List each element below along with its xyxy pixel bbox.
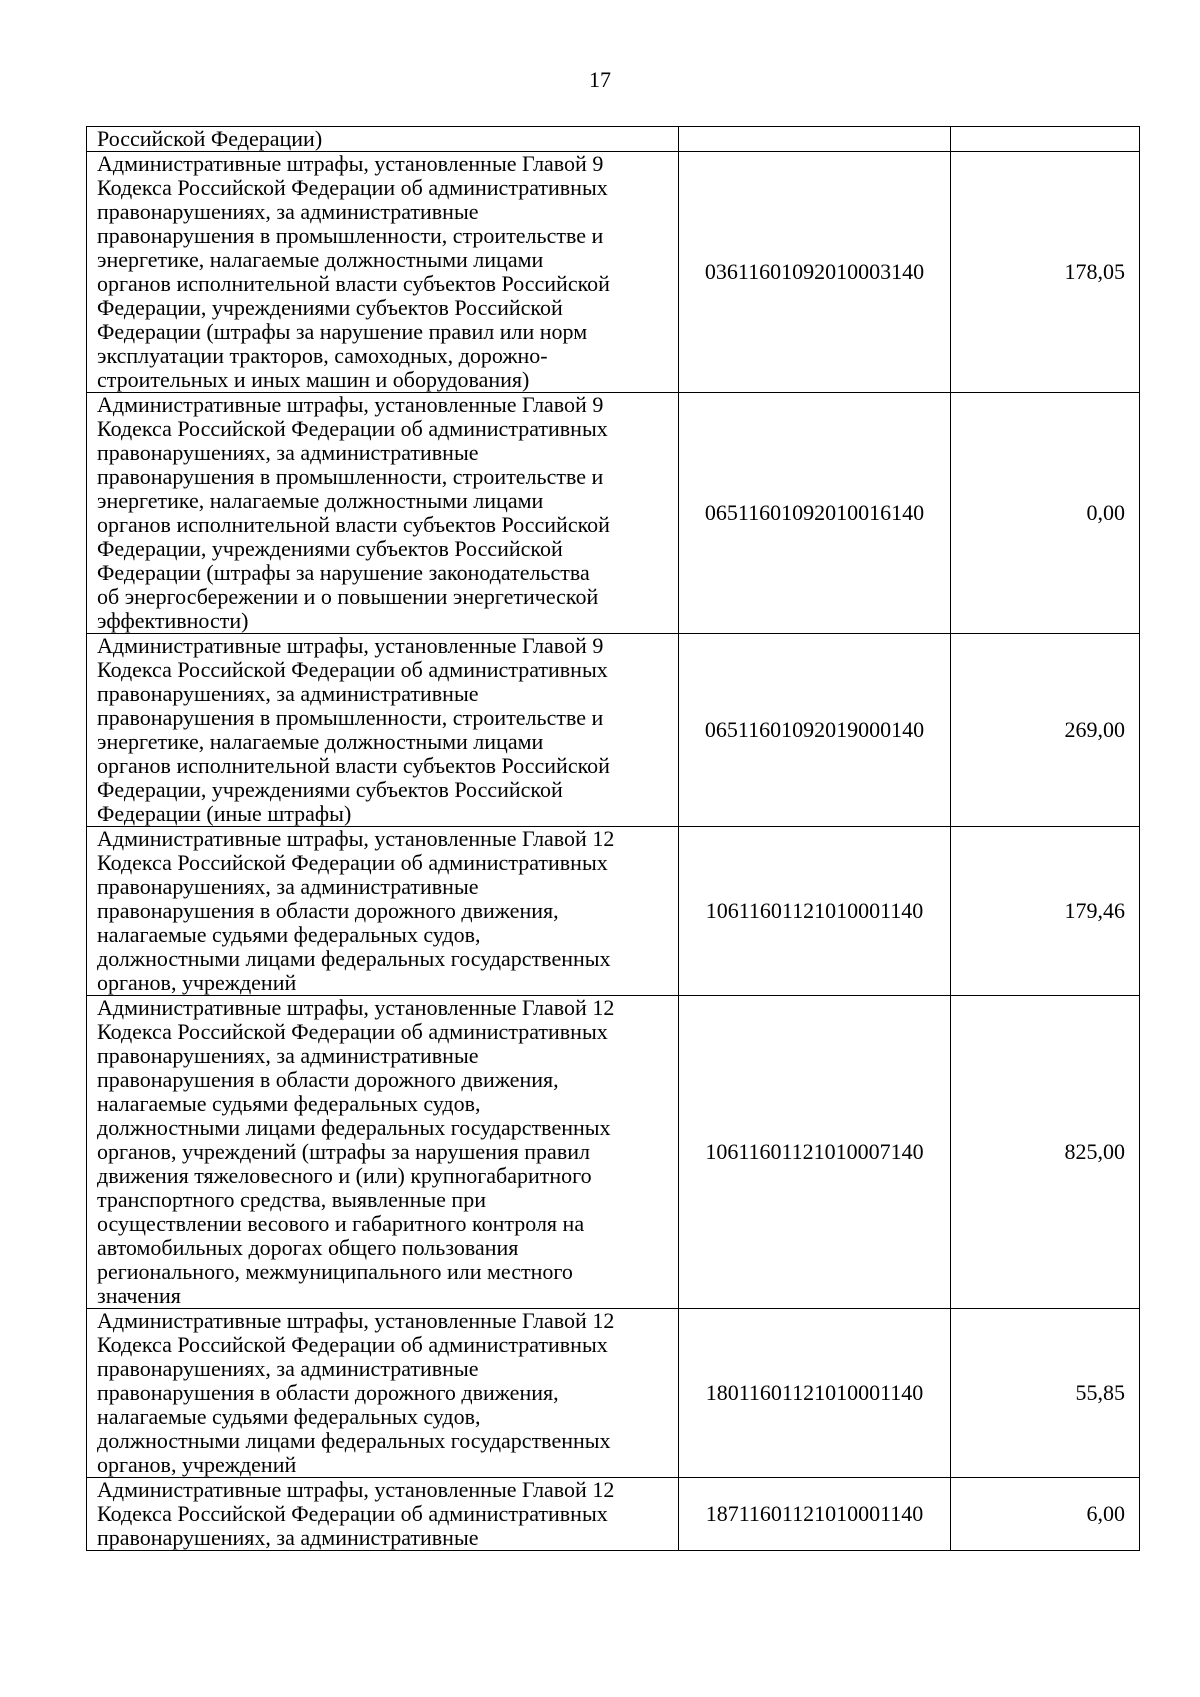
description-text: Административные штрафы, установленные Главой 9 Кодекса Российской Федерации об административных правонарушениях, за административные правонарушения в промышленности, строительстве и энергетике, налагаемые должностными лицами органов исполнительной власти субъектов Российской Федерации, учреждениями субъектов Российской Федерации (иные штрафы): [97, 633, 610, 826]
code-cell: 18011601121010001140: [679, 1309, 951, 1478]
table-row: [87, 1478, 1140, 1551]
description-cell: [87, 152, 679, 393]
code-cell: 10611601121010007140: [679, 996, 951, 1309]
description-text: Административные штрафы, установленные Главой 12 Кодекса Российской Федерации об административных правонарушениях, за административные правонарушения в области дорожного движения, налагаемые судьями федеральных судов, должностными лицами федеральных государственных органов, учреждений: [97, 1308, 615, 1477]
fines-table: [86, 126, 1140, 1551]
amount-cell: 269,00: [951, 634, 1140, 827]
code-cell: 06511601092010016140: [679, 393, 951, 634]
description-text: Административные штрафы, установленные Главой 12 Кодекса Российской Федерации об административных правонарушениях, за административные: [97, 1477, 615, 1550]
table-row: [87, 1309, 1140, 1478]
description-text: Административные штрафы, установленные Главой 9 Кодекса Российской Федерации об административных правонарушениях, за административные правонарушения в промышленности, строительстве и энергетике, налагаемые должностными лицами органов исполнительной власти субъектов Российской Федерации, учреждениями субъектов Российской Федерации (штрафы за нарушение законодательства об энергосбережении и о повышении энергетической эффективности): [97, 392, 610, 633]
amount-cell: 0,00: [951, 393, 1140, 634]
amount-cell: 178,05: [951, 152, 1140, 393]
page-number: 17: [589, 67, 611, 92]
description-cell: [87, 1309, 679, 1478]
table-row: [87, 393, 1140, 634]
table-row: [87, 827, 1140, 996]
table-row: [87, 634, 1140, 827]
description-cell: [87, 1478, 679, 1551]
description-cell: [87, 634, 679, 827]
code-cell: 18711601121010001140: [679, 1478, 951, 1551]
code-cell: 03611601092010003140: [679, 152, 951, 393]
amount-cell: 6,00: [951, 1478, 1140, 1551]
amount-cell: [951, 127, 1140, 152]
description-text: Российской Федерации): [97, 126, 323, 151]
description-text: Административные штрафы, установленные Главой 12 Кодекса Российской Федерации об административных правонарушениях, за административные правонарушения в области дорожного движения, налагаемые судьями федеральных судов, должностными лицами федеральных государственных органов, учреждений: [97, 826, 615, 995]
table-row: [87, 996, 1140, 1309]
description-cell: [87, 393, 679, 634]
description-cell: [87, 127, 679, 152]
amount-cell: 55,85: [951, 1309, 1140, 1478]
amount-cell: 825,00: [951, 996, 1140, 1309]
code-cell: 10611601121010001140: [679, 827, 951, 996]
table-row: [87, 152, 1140, 393]
table-row: [87, 127, 1140, 152]
description-cell: [87, 827, 679, 996]
description-text: Административные штрафы, установленные Главой 9 Кодекса Российской Федерации об административных правонарушениях, за административные правонарушения в промышленности, строительстве и энергетике, налагаемые должностными лицами органов исполнительной власти субъектов Российской Федерации, учреждениями субъектов Российской Федерации (штрафы за нарушение правил или норм эксплуатации тракторов, самоходных, дорожно- строительных и иных машин и оборудования): [97, 151, 610, 392]
description-cell: [87, 996, 679, 1309]
code-cell: [679, 127, 951, 152]
amount-cell: 179,46: [951, 827, 1140, 996]
description-text: Административные штрафы, установленные Главой 12 Кодекса Российской Федерации об административных правонарушениях, за административные правонарушения в области дорожного движения, налагаемые судьями федеральных судов, должностными лицами федеральных государственных органов, учреждений (штрафы за нарушения правил движения тяжеловесного и (или) крупногабаритного транспортного средства, выявленные при осуществлении весового и габаритного контроля на автомобильных дорогах общего пользования регионального, межмуниципального или местного значения: [97, 995, 615, 1308]
code-cell: 06511601092019000140: [679, 634, 951, 827]
